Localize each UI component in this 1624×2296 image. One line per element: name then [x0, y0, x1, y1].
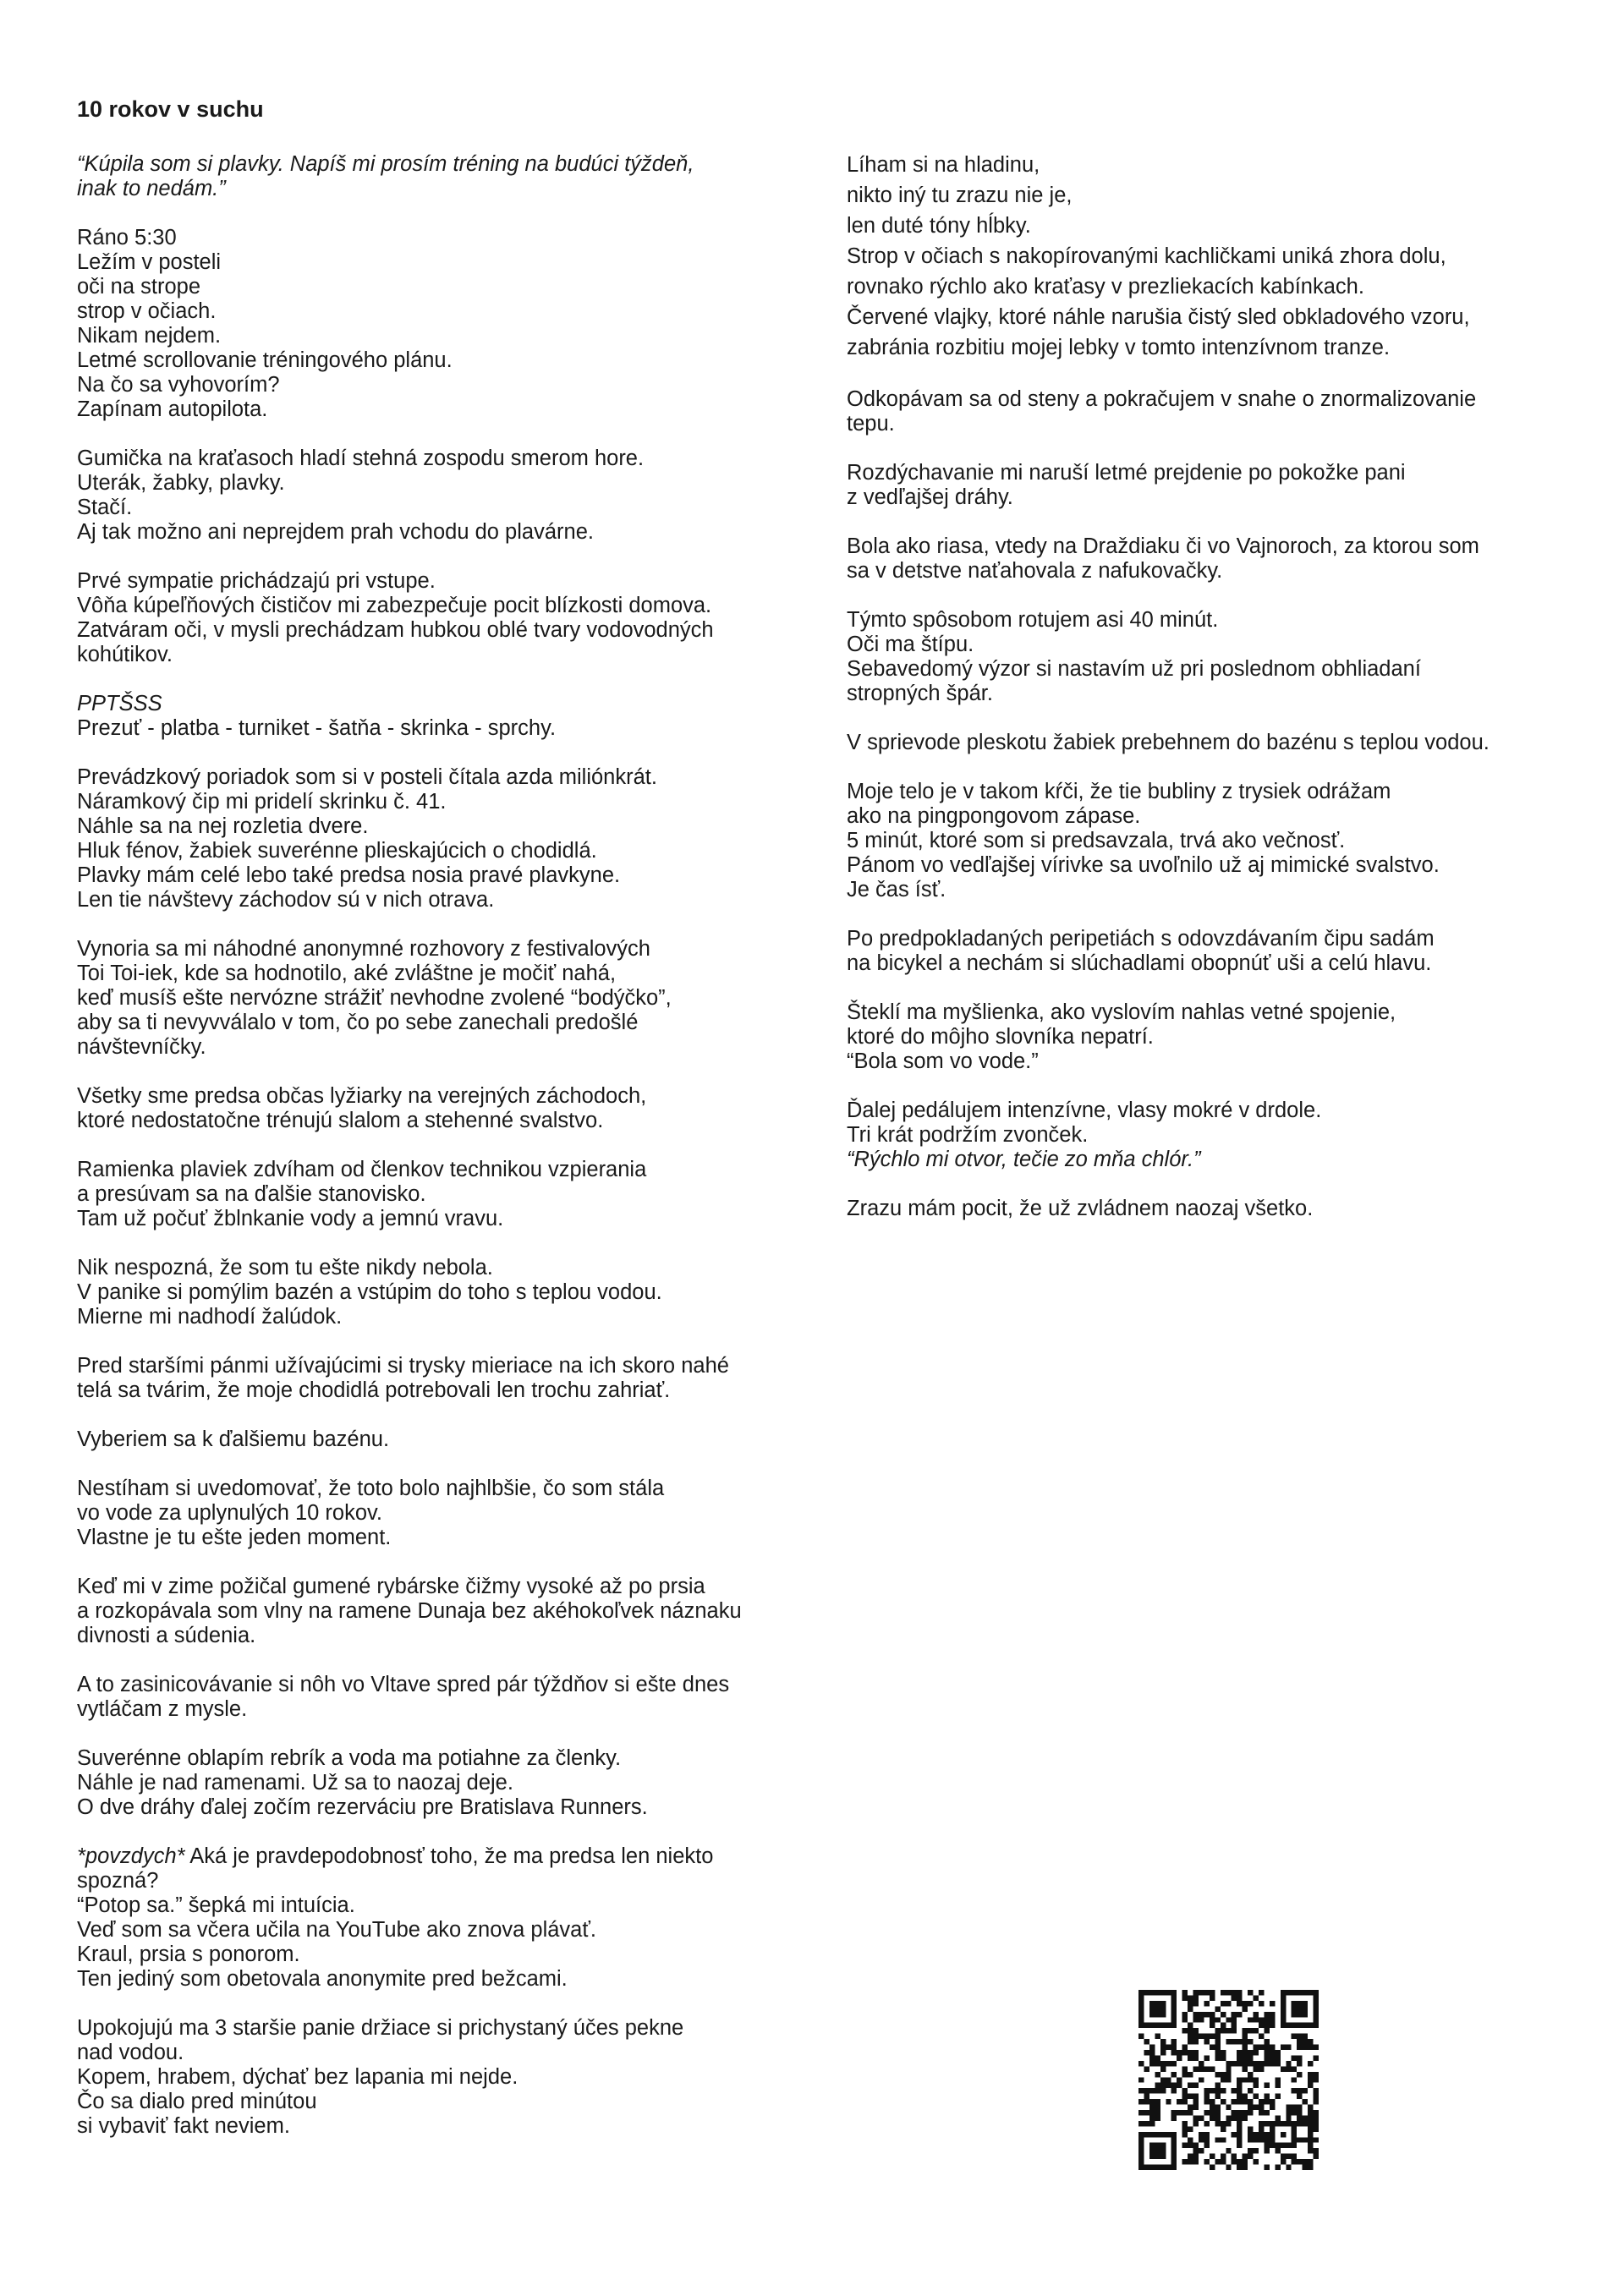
- left-paragraph: [77, 1844, 838, 1992]
- text-line: O dve dráhy ďalej zočím rezerváciu pre Bratislava Runners.: [77, 1795, 648, 1819]
- text-line: tepu.: [847, 412, 895, 436]
- text-line: ktoré do môjho slovníka nepatrí.: [847, 1025, 1154, 1049]
- text-line: keď musíš ešte nervózne strážiť nevhodne zvolené “bodýčko”,: [77, 986, 672, 1010]
- document-title: 10 rokov v suchu: [77, 96, 264, 122]
- text-line: len duté tóny hĺbky.: [847, 214, 1031, 238]
- left-paragraph: [77, 1673, 838, 1722]
- text-line: “Kúpila som si plavky. Napíš mi prosím tréning na budúci týždeň,: [77, 152, 694, 176]
- text-line: Prezuť - platba - turniket - šatňa - skrinka - sprchy.: [77, 716, 557, 740]
- text-line: Vlastne je tu ešte jeden moment.: [77, 1526, 392, 1549]
- text-line: Mierne mi nadhodí žalúdok.: [77, 1305, 343, 1329]
- right-paragraph: [847, 608, 1574, 706]
- text-line: Rozdýchavanie mi naruší letmé prejdenie po pokožke pani: [847, 461, 1406, 485]
- text-line: Všetky sme predsa občas lyžiarky na verejných záchodoch,: [77, 1084, 647, 1108]
- text-line: Vyberiem sa k ďalšiemu bazénu.: [77, 1427, 390, 1451]
- text-line: Tam už počuť žblnkanie vody a jemnú vravu.: [77, 1207, 504, 1230]
- text-line: a rozkopávala som vlny na ramene Dunaja bez akéhokoľvek náznaku: [77, 1599, 742, 1623]
- text-line: Sebavedomý výzor si nastavím už pri poslednom obhliadaní: [847, 657, 1421, 681]
- text-line: divnosti a súdenia.: [77, 1624, 256, 1647]
- text-line: Prevádzkový poriadok som si v posteli čítala azda miliónkrát.: [77, 765, 657, 789]
- text-line: Prvé sympatie prichádzajú pri vstupe.: [77, 569, 436, 593]
- text-line: Zatváram oči, v mysli prechádzam hubkou oblé tvary vodovodných: [77, 618, 714, 642]
- left-column: [77, 152, 838, 2163]
- text-line: Stačí.: [77, 496, 133, 519]
- left-paragraph: [77, 569, 838, 667]
- text-line: Keď mi v zime požičal gumené rybárske čižmy vysoké až po prsia: [77, 1575, 705, 1598]
- text-line: Odkopávam sa od steny a pokračujem v snahe o znormalizovanie: [847, 387, 1477, 411]
- text-line: nad vodou.: [77, 2041, 184, 2064]
- text-line: Náhle sa na nej rozletia dvere.: [77, 814, 369, 838]
- text-line: Ten jediný som obetovala anonymite pred bežcami.: [77, 1967, 568, 1991]
- right-column: [847, 150, 1574, 1246]
- text-line: Šteklí ma myšlienka, ako vyslovím nahlas vetné spojenie,: [847, 1000, 1396, 1024]
- text-line: PPTŠSS: [77, 692, 162, 715]
- right-paragraph: [847, 1000, 1574, 1074]
- text-line: zabránia rozbitiu mojej lebky v tomto intenzívnom tranze.: [847, 336, 1391, 359]
- left-paragraph: [77, 1158, 838, 1231]
- text-line: Gumička na kraťasoch hladí stehná zospodu smerom hore.: [77, 447, 645, 470]
- text-line: V panike si pomýlim bazén a vstúpim do toho s teplou vodou.: [77, 1280, 662, 1304]
- text-line: Suverénne oblapím rebrík a voda ma potiahne za členky.: [77, 1746, 622, 1770]
- right-paragraph: [847, 780, 1574, 902]
- qr-code[interactable]: [1138, 1990, 1319, 2170]
- text-line: kohútikov.: [77, 643, 173, 666]
- left-paragraph: [77, 937, 838, 1060]
- text-line: aby sa ti nevyvválalo v tom, čo po sebe zanechali predošlé: [77, 1011, 639, 1034]
- text-line: Nikam nejdem.: [77, 324, 222, 348]
- text-line: vo vode za uplynulých 10 rokov.: [77, 1501, 382, 1525]
- text-line: V sprievode pleskotu žabiek prebehnem do bazénu s teplou vodou.: [847, 731, 1490, 754]
- left-paragraph: [77, 1084, 838, 1133]
- text-line: na bicykel a nechám si slúchadlami obopnúť uši a celú hlavu.: [847, 951, 1432, 975]
- text-line: Nik nespozná, že som tu ešte nikdy nebola.: [77, 1256, 493, 1280]
- text-line: Je čas ísť.: [847, 878, 946, 901]
- text-line: Len tie návštevy záchodov sú v nich otrava.: [77, 888, 495, 912]
- text-line: “Bola som vo vode.”: [847, 1049, 1039, 1073]
- text-line: Veď som sa včera učila na YouTube ako znova plávať.: [77, 1918, 597, 1942]
- text-line: Hluk fénov, žabiek suverénne plieskajúcich o chodidlá.: [77, 839, 597, 863]
- left-paragraph: [77, 152, 838, 201]
- text-line: Bola ako riasa, vtedy na Draždiaku či vo Vajnoroch, za ktorou som: [847, 534, 1479, 558]
- text-line: sa v detstve naťahovala z nafukovačky.: [847, 559, 1223, 583]
- left-paragraph: [77, 226, 838, 422]
- left-paragraph: [77, 692, 838, 741]
- text-line: Aj tak možno ani neprejdem prah vchodu do plavárne.: [77, 520, 594, 544]
- text-line: ktoré nedostatočne trénujú slalom a stehenné svalstvo.: [77, 1109, 604, 1132]
- right-paragraph: [847, 927, 1574, 976]
- text-line: “Potop sa.” šepká mi intuícia.: [77, 1893, 355, 1917]
- text-line: spozná?: [77, 1869, 159, 1893]
- left-paragraph: [77, 1746, 838, 1820]
- text-line: Kraul, prsia s ponorom.: [77, 1943, 300, 1966]
- text-line: Čo sa dialo pred minútou: [77, 2090, 317, 2113]
- text-line: návštevníčky.: [77, 1035, 206, 1059]
- text-line: Líham si na hladinu,: [847, 153, 1040, 177]
- text-line: Zrazu mám pocit, že už zvládnem naozaj všetko.: [847, 1197, 1314, 1220]
- text-line: Vynoria sa mi náhodné anonymné rozhovory z festivalových: [77, 937, 650, 961]
- text-line: nikto iný tu zrazu nie je,: [847, 184, 1073, 207]
- left-paragraph: [77, 2016, 838, 2139]
- left-paragraph: [77, 1575, 838, 1648]
- text-line: inak to nedám.”: [77, 177, 226, 200]
- left-paragraph: [77, 447, 838, 545]
- text-line: Moje telo je v takom kŕči, že tie bubliny z trysiek odrážam: [847, 780, 1391, 803]
- text-line: A to zasinicovávanie si nôh vo Vltave spred pár týždňov si ešte dnes: [77, 1673, 730, 1696]
- text-line: Týmto spôsobom rotujem asi 40 minút.: [847, 608, 1219, 632]
- text-line: vytláčam z mysle.: [77, 1697, 248, 1721]
- text-line: Na čo sa vyhovorím?: [77, 373, 280, 397]
- text-line: telá sa tvárim, že moje chodidlá potrebovali len trochu zahriať.: [77, 1378, 671, 1402]
- text-line: Plavky mám celé lebo také predsa nosia pravé plavkyne.: [77, 863, 621, 887]
- text-line: a presúvam sa na ďalšie stanovisko.: [77, 1182, 426, 1206]
- right-paragraph: [847, 461, 1574, 510]
- text-line: *povzdych* Aká je pravdepodobnosť toho, že ma predsa len niekto: [77, 1844, 714, 1868]
- text-line: Ležím v posteli: [77, 250, 222, 274]
- text-line: stropných špár.: [847, 682, 993, 705]
- text-line: Kopem, hrabem, dýchať bez lapania mi nejde.: [77, 2065, 518, 2089]
- right-paragraph: [847, 387, 1574, 436]
- text-line: Upokojujú ma 3 staršie panie držiace si prichystaný účes pekne: [77, 2016, 684, 2040]
- right-paragraph: [847, 150, 1574, 363]
- text-line: rovnako rýchlo ako kraťasy v prezliekacích kabínkach.: [847, 275, 1364, 299]
- left-paragraph: [77, 1427, 838, 1452]
- text-line: Ráno 5:30: [77, 226, 177, 249]
- text-line: z vedľajšej dráhy.: [847, 485, 1013, 509]
- text-line: Strop v očiach s nakopírovanými kachličkami uniká zhora dolu,: [847, 244, 1446, 268]
- left-paragraph: [77, 1256, 838, 1329]
- text-line: Uterák, žabky, plavky.: [77, 471, 285, 495]
- text-line: Zapínam autopilota.: [77, 397, 268, 421]
- text-line: Tri krát podržím zvonček.: [847, 1123, 1089, 1147]
- text-line: Pred staršími pánmi užívajúcimi si trysky mieriace na ich skoro nahé: [77, 1354, 729, 1378]
- right-paragraph: [847, 731, 1574, 755]
- text-line: Vôňa kúpeľňových čističov mi zabezpečuje pocit blízkosti domova.: [77, 594, 712, 617]
- left-paragraph: [77, 765, 838, 912]
- text-line: Nestíham si uvedomovať, že toto bolo najhlbšie, čo som stála: [77, 1477, 665, 1500]
- text-line: Letmé scrollovanie tréningového plánu.: [77, 348, 453, 372]
- text-line: Pánom vo vedľajšej vírivke sa uvoľnilo už aj mimické svalstvo.: [847, 853, 1440, 877]
- left-paragraph: [77, 1477, 838, 1550]
- text-line: Toi Toi-iek, kde sa hodnotilo, aké zvláštne je močiť nahá,: [77, 962, 617, 985]
- text-line: “Rýchlo mi otvor, tečie zo mňa chlór.”: [847, 1148, 1201, 1171]
- right-paragraph: [847, 1197, 1574, 1221]
- text-line: Ramienka plaviek zdvíham od členkov technikou vzpierania: [77, 1158, 647, 1181]
- text-line: Ďalej pedálujem intenzívne, vlasy mokré v drdole.: [847, 1099, 1322, 1122]
- text-line: oči na strope: [77, 275, 201, 299]
- text-line: Červené vlajky, ktoré náhle narušia čistý sled obkladového vzoru,: [847, 305, 1470, 329]
- text-line: si vybaviť fakt neviem.: [77, 2114, 290, 2138]
- text-line: Po predpokladaných peripetiách s odovzdávaním čipu sadám: [847, 927, 1435, 951]
- right-paragraph: [847, 1099, 1574, 1172]
- text-line: Náramkový čip mi pridelí skrinku č. 41.: [77, 790, 447, 814]
- text-line: 5 minút, ktoré som si predsavzala, trvá ako večnosť.: [847, 829, 1346, 852]
- text-line: strop v očiach.: [77, 299, 217, 323]
- text-line: Oči ma štípu.: [847, 633, 974, 656]
- right-paragraph: [847, 534, 1574, 584]
- text-line: ako na pingpongovom zápase.: [847, 804, 1141, 828]
- left-paragraph: [77, 1354, 838, 1403]
- text-line: Náhle je nad ramenami. Už sa to naozaj deje.: [77, 1771, 513, 1795]
